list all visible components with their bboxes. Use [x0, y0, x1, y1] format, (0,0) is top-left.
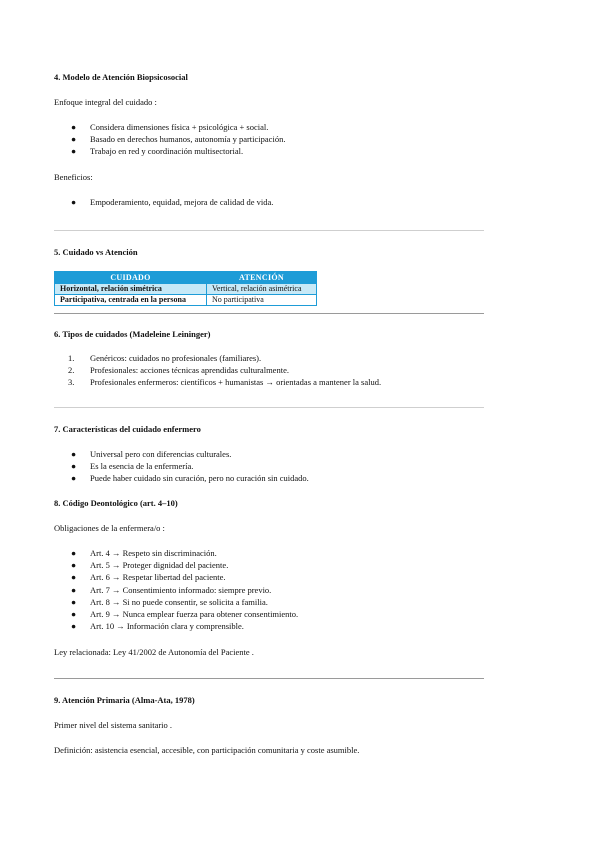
section-8-heading: 8. Código Deontológico (art. 4–10)	[54, 498, 178, 508]
divider	[54, 313, 484, 314]
section-4-intro: Enfoque integral del cuidado :	[54, 97, 157, 107]
bullet-icon: ●	[71, 146, 77, 157]
section-9-heading: 9. Atención Primaria (Alma-Ata, 1978)	[54, 695, 195, 705]
bullet-icon: ●	[71, 122, 77, 132]
section-5-heading: 5. Cuidado vs Atención	[54, 247, 138, 257]
bullet-icon: ●	[71, 608, 77, 619]
section-9-line-1: Primer nivel del sistema sanitario .	[54, 720, 173, 730]
section-9-definition: Definición: asistencia esencial, accesible, con participación comunitaria y coste asumible.	[54, 745, 360, 755]
bullet-icon: ●	[71, 560, 77, 571]
column-header: CUIDADO	[55, 272, 207, 284]
table-cell: Participativa, centrada en la persona	[55, 295, 207, 306]
divider	[54, 678, 484, 679]
bullet-icon: ●	[71, 461, 77, 472]
table-cell: Horizontal, relación simétrica	[55, 284, 207, 295]
comparison-table	[54, 271, 317, 306]
table-row	[55, 284, 317, 295]
divider	[54, 407, 484, 408]
table-header-row	[55, 272, 317, 284]
bullet-icon: ●	[71, 572, 77, 583]
bullet-icon: ●	[71, 621, 77, 632]
related-law-note: Ley relacionada: Ley 41/2002 de Autonomía del Paciente .	[54, 647, 254, 657]
table-cell: Vertical, relación asimétrica	[207, 284, 317, 295]
table-cell: No participativa	[207, 295, 317, 306]
column-header: ATENCIÓN	[207, 272, 317, 284]
bullet-icon: ●	[71, 596, 77, 607]
benefits-label: Beneficios:	[54, 172, 93, 182]
bullet-icon: ●	[71, 473, 77, 484]
divider	[54, 230, 484, 231]
bullet-icon: ●	[71, 449, 77, 459]
table-row	[55, 295, 317, 306]
section-6-heading: 6. Tipos de cuidados (Madeleine Leininger)	[54, 329, 211, 339]
section-4-heading: 4. Modelo de Atención Biopsicosocial	[54, 72, 188, 82]
bullet-icon: ●	[71, 134, 77, 145]
bullet-icon: ●	[71, 584, 77, 595]
bullet-icon: ●	[71, 548, 77, 558]
section-8-intro: Obligaciones de la enfermera/o :	[54, 523, 165, 533]
bullet-icon: ●	[71, 197, 77, 207]
section-7-heading: 7. Características del cuidado enfermero	[54, 424, 201, 434]
